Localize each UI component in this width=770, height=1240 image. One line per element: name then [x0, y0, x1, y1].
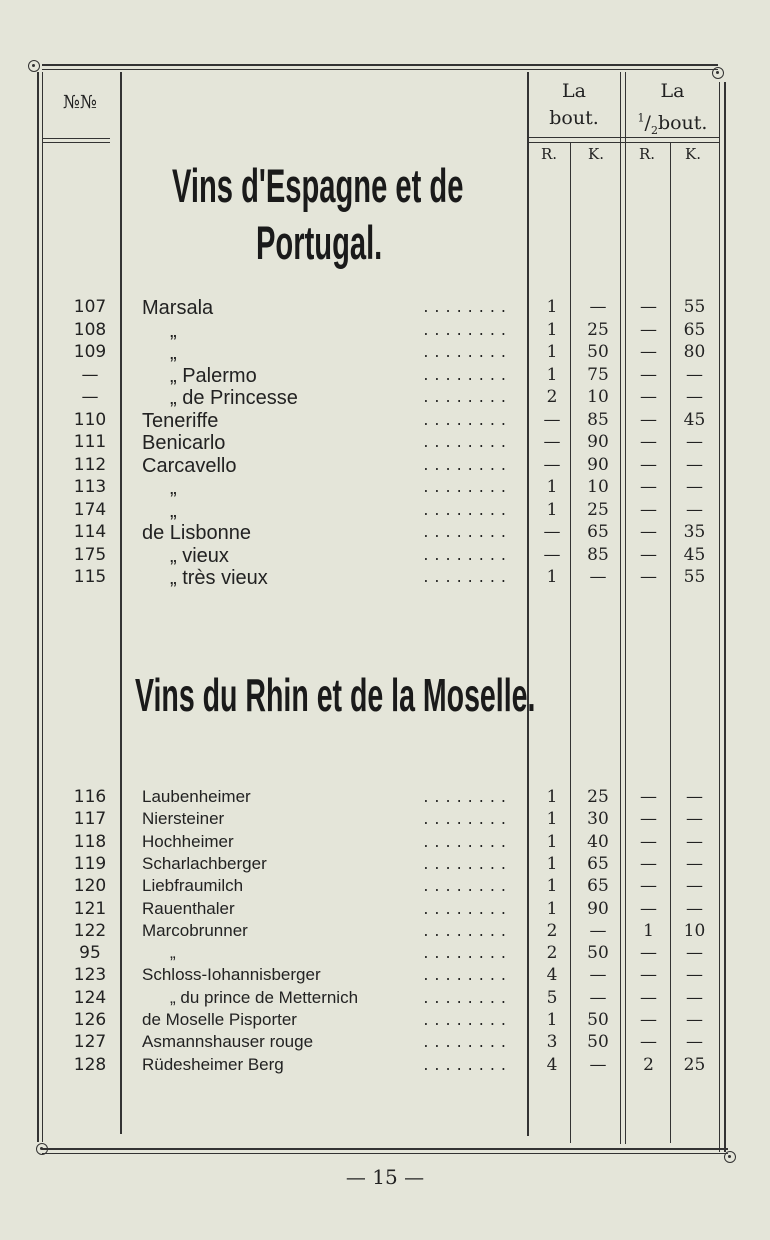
price-half-rubles: — [640, 454, 657, 475]
price-half-rubles: — [640, 853, 657, 874]
price-bottle-rubles: 4 [546, 1054, 558, 1075]
price-bottle-rubles: 2 [546, 943, 558, 964]
wine-name: „ [170, 499, 177, 522]
price-bottle-rubles: 1 [546, 477, 558, 497]
bout-divider-inner [625, 72, 626, 1144]
price-bottle-kopecks: 25 [587, 499, 609, 520]
price-half-kopecks: — [686, 831, 703, 852]
page-number: — 15 — [345, 1165, 425, 1189]
wine-name: „ très vieux [170, 567, 268, 589]
wine-name: „ Palermo [170, 364, 257, 387]
row-number: — [81, 364, 99, 385]
price-half-kopecks: — [686, 965, 703, 986]
price-bottle-rubles: 1 [546, 319, 558, 340]
price-bottle-rubles: 1 [546, 567, 558, 587]
leader-dots: ........ [423, 787, 512, 806]
bout-divider [620, 72, 621, 1144]
price-bottle-kopecks: 30 [587, 809, 609, 830]
wine-name: Scharlachberger [142, 853, 267, 873]
row-number: 112 [73, 454, 107, 475]
price-half-kopecks: — [686, 387, 703, 407]
section-title-spain-portugal: Vins d'Espagne et de [172, 159, 464, 212]
price-half-kopecks: — [686, 499, 703, 520]
wine-name: Rüdesheimer Berg [142, 1054, 284, 1074]
leader-dots: ........ [423, 387, 512, 406]
wine-name: „ [170, 319, 177, 342]
price-bottle-kopecks: 25 [587, 319, 609, 340]
price-half-rubles: — [640, 943, 657, 964]
col-half-bout: $^1/_2bout$. [637, 112, 708, 138]
top-double-rule [42, 64, 718, 66]
price-half-rubles: — [640, 409, 657, 430]
sub-header-r1: R. [540, 145, 558, 163]
col-bout-header: La bout. [549, 80, 599, 129]
leader-dots: ........ [423, 853, 512, 873]
row-number: 123 [73, 965, 107, 986]
price-half-rubles: — [640, 876, 657, 897]
wine-name: Schloss-Iohannisberger [142, 965, 321, 985]
right-frame-rule [724, 82, 726, 1152]
price-half-rubles: — [640, 387, 657, 407]
row-number: 111 [73, 432, 107, 452]
price-half-kopecks: — [686, 898, 703, 919]
row-number: 118 [73, 831, 107, 852]
sub-header-r2: R. [638, 145, 656, 163]
row-number: 114 [73, 522, 107, 542]
price-half-kopecks: 45 [683, 409, 706, 430]
price-bottle-kopecks: 10 [587, 477, 609, 497]
col-half-la: La [660, 80, 685, 102]
leader-dots: ........ [423, 898, 512, 918]
leader-dots: ........ [423, 920, 512, 940]
leader-dots: ........ [423, 409, 512, 429]
leader-dots: ........ [423, 987, 512, 1007]
price-half-kopecks: — [686, 364, 703, 385]
price-bottle-kopecks: 75 [587, 364, 609, 385]
price-half-rubles: — [640, 831, 657, 852]
price-bottle-rubles: 1 [546, 1010, 558, 1030]
price-half-rubles: — [640, 544, 657, 565]
leader-dots: ........ [423, 342, 512, 361]
wine-name: Teneriffe [142, 409, 219, 432]
price-bottle-rubles: 2 [546, 387, 558, 407]
price-half-rubles: — [640, 499, 657, 520]
row-number: 117 [73, 809, 107, 830]
wine-name: „ [170, 943, 176, 963]
right-frame-rule-inner [719, 82, 720, 1152]
sub-header-k2: K. [685, 145, 701, 163]
price-half-kopecks: — [686, 987, 703, 1008]
sub-header-k1: K. [588, 145, 604, 163]
price-bottle-kopecks: — [589, 567, 607, 587]
price-bottle-kopecks: — [589, 987, 607, 1008]
half-bout-subcolumn-divider [670, 143, 671, 1143]
bottom-double-rule [42, 1148, 728, 1150]
col-half-bout-header [626, 78, 719, 144]
price-half-rubles: — [640, 522, 657, 542]
price-bottle-kopecks: 85 [587, 544, 609, 565]
price-bottle-kopecks: 65 [587, 853, 609, 874]
row-number: 95 [79, 943, 101, 964]
price-half-rubles: — [640, 342, 657, 362]
row-number: 121 [73, 898, 107, 919]
price-bottle-rubles: 1 [546, 898, 558, 919]
price-half-rubles: — [640, 297, 657, 317]
price-half-rubles: 2 [643, 1054, 654, 1075]
leader-dots: ........ [423, 809, 512, 829]
price-half-kopecks: 25 [683, 1054, 706, 1075]
price-bottle-rubles: 3 [546, 1032, 558, 1053]
wine-name: Marcobrunner [142, 920, 248, 940]
price-bottle-kopecks: 90 [587, 454, 609, 475]
price-half-kopecks: — [686, 943, 703, 964]
wine-name: Hochheimer [142, 831, 234, 851]
price-bottle-rubles: 1 [546, 499, 558, 520]
row-number: 174 [73, 499, 107, 520]
section-title-spain-portugal-line2: Portugal. [256, 216, 383, 269]
price-half-kopecks: — [686, 432, 703, 452]
price-half-kopecks: — [686, 1010, 703, 1030]
leader-dots: ........ [423, 432, 512, 451]
wine-name: Niersteiner [142, 809, 225, 829]
price-bottle-kopecks: — [589, 920, 607, 941]
wine-name: de Lisbonne [142, 522, 251, 544]
price-half-rubles: — [640, 787, 657, 807]
leader-dots: ........ [423, 943, 512, 963]
price-half-rubles: — [640, 319, 657, 340]
price-bottle-kopecks: — [589, 965, 607, 986]
price-half-kopecks: 45 [683, 544, 706, 565]
price-bottle-kopecks: 90 [587, 432, 609, 452]
row-number: 116 [73, 787, 107, 807]
leader-dots: ........ [423, 454, 512, 474]
price-bottle-rubles: 5 [546, 987, 558, 1008]
price-half-rubles: — [640, 1010, 657, 1030]
price-bottle-rubles: — [543, 432, 561, 452]
price-half-kopecks: — [686, 787, 703, 807]
price-half-kopecks: 65 [683, 319, 706, 340]
price-bottle-rubles: 4 [546, 965, 558, 986]
price-half-kopecks: 35 [683, 522, 706, 542]
wine-name: „ de Princesse [170, 387, 298, 409]
price-bottle-kopecks: 85 [587, 409, 609, 430]
row-number: 115 [73, 567, 107, 587]
wine-name: „ du prince de Metternich [170, 987, 359, 1007]
leader-dots: ........ [423, 297, 512, 316]
row-number: 109 [73, 342, 107, 362]
price-half-rubles: 1 [643, 920, 654, 941]
price-bottle-kopecks: 40 [587, 831, 609, 852]
leader-dots: ........ [423, 831, 512, 851]
leader-dots: ........ [423, 876, 512, 896]
price-half-rubles: — [640, 965, 657, 986]
price-half-rubles: — [640, 809, 657, 830]
wine-name: Carcavello [142, 454, 237, 477]
price-bottle-rubles: — [543, 409, 561, 430]
price-bottle-rubles: 1 [546, 809, 558, 830]
leader-dots: ........ [423, 1010, 512, 1029]
number-column-header: №№ [62, 92, 98, 113]
wine-name: „ vieux [170, 544, 229, 567]
leader-dots: ........ [423, 522, 512, 541]
row-number: 107 [73, 297, 107, 317]
price-half-rubles: — [640, 567, 657, 587]
row-number: — [81, 387, 99, 407]
price-bottle-kopecks: — [589, 297, 607, 317]
price-bottle-rubles: — [543, 544, 561, 565]
price-bottle-kopecks: 65 [587, 522, 609, 542]
price-half-kopecks: — [686, 454, 703, 475]
row-number: 127 [73, 1032, 107, 1053]
row-number: 108 [73, 319, 107, 340]
price-half-kopecks: — [686, 477, 703, 497]
wine-name: de Moselle Pisporter [142, 1010, 297, 1029]
row-number: 175 [73, 544, 107, 565]
price-bottle-rubles: 1 [546, 831, 558, 852]
wine-name: Liebfraumilch [142, 876, 244, 896]
price-half-kopecks: — [686, 809, 703, 830]
leader-dots: ........ [423, 1032, 512, 1052]
leader-dots: ........ [423, 544, 512, 564]
left-frame-rule [37, 72, 39, 1142]
price-bottle-rubles: 1 [546, 364, 558, 385]
price-half-kopecks: — [686, 876, 703, 897]
number-header-rule [43, 138, 110, 139]
bottom-double-rule-inner [42, 1153, 728, 1154]
corner-ornament-icon [28, 60, 40, 72]
price-bottle-kopecks: 90 [587, 898, 609, 919]
row-number: 113 [73, 477, 107, 497]
price-half-rubles: — [640, 1032, 657, 1053]
price-half-kopecks: — [686, 853, 703, 874]
row-number: 126 [73, 1010, 107, 1030]
row-number: 122 [73, 920, 107, 941]
leader-dots: ........ [423, 965, 512, 985]
price-bottle-kopecks: 65 [587, 876, 609, 897]
wine-name: Laubenheimer [142, 787, 251, 806]
price-bottle-rubles: 2 [546, 920, 558, 941]
wine-name: Benicarlo [142, 432, 226, 454]
price-bottle-kopecks: — [589, 1054, 607, 1075]
price-bottle-kopecks: 50 [587, 342, 609, 362]
row-number: 110 [73, 409, 107, 430]
leader-dots: ........ [423, 477, 512, 496]
price-bottle-rubles: 1 [546, 342, 558, 362]
price-half-kopecks: — [686, 1032, 703, 1053]
price-bottle-rubles: — [543, 522, 561, 542]
section-title-rhine-moselle: Vins du Rhin et de la Moselle. [135, 669, 536, 721]
price-bottle-rubles: 1 [546, 853, 558, 874]
price-bottle-kopecks: 50 [587, 1032, 609, 1053]
leader-dots: ........ [423, 499, 512, 519]
price-half-rubles: — [640, 898, 657, 919]
row-number: 124 [73, 987, 107, 1008]
top-double-rule-inner [42, 69, 718, 70]
leader-dots: ........ [423, 567, 512, 586]
price-half-rubles: — [640, 987, 657, 1008]
wine-name: Marsala [142, 297, 214, 319]
row-number: 128 [73, 1054, 107, 1075]
wine-name: „ [170, 477, 177, 499]
price-half-rubles: — [640, 364, 657, 385]
price-bottle-kopecks: 25 [587, 787, 609, 807]
leader-dots: ........ [423, 319, 512, 339]
price-bottle-kopecks: 50 [587, 943, 609, 964]
row-number: 119 [73, 853, 107, 874]
corner-ornament-icon [724, 1151, 736, 1163]
number-header-rule-inner [43, 142, 110, 143]
left-frame-rule-inner [42, 72, 43, 1142]
price-half-rubles: — [640, 477, 657, 497]
price-half-kopecks: 55 [683, 297, 706, 317]
price-bottle-kopecks: 50 [587, 1010, 609, 1030]
row-number: 120 [73, 876, 107, 897]
leader-dots: ........ [423, 1054, 512, 1074]
price-half-kopecks: 55 [683, 567, 706, 587]
price-half-kopecks: 10 [683, 920, 706, 941]
wine-name: Rauenthaler [142, 898, 235, 918]
price-bottle-rubles: 1 [546, 876, 558, 897]
price-bottle-rubles: — [543, 454, 561, 475]
leader-dots: ........ [423, 364, 512, 384]
price-column-divider [527, 72, 529, 1136]
wine-name: „ [170, 342, 177, 364]
wine-name: Asmannshauser rouge [142, 1032, 314, 1052]
corner-ornament-icon [36, 1143, 48, 1155]
price-bottle-kopecks: 10 [587, 387, 609, 407]
price-bottle-rubles: 1 [546, 297, 558, 317]
price-half-rubles: — [640, 432, 657, 452]
price-bottle-rubles: 1 [546, 787, 558, 807]
price-half-kopecks: 80 [683, 342, 706, 362]
